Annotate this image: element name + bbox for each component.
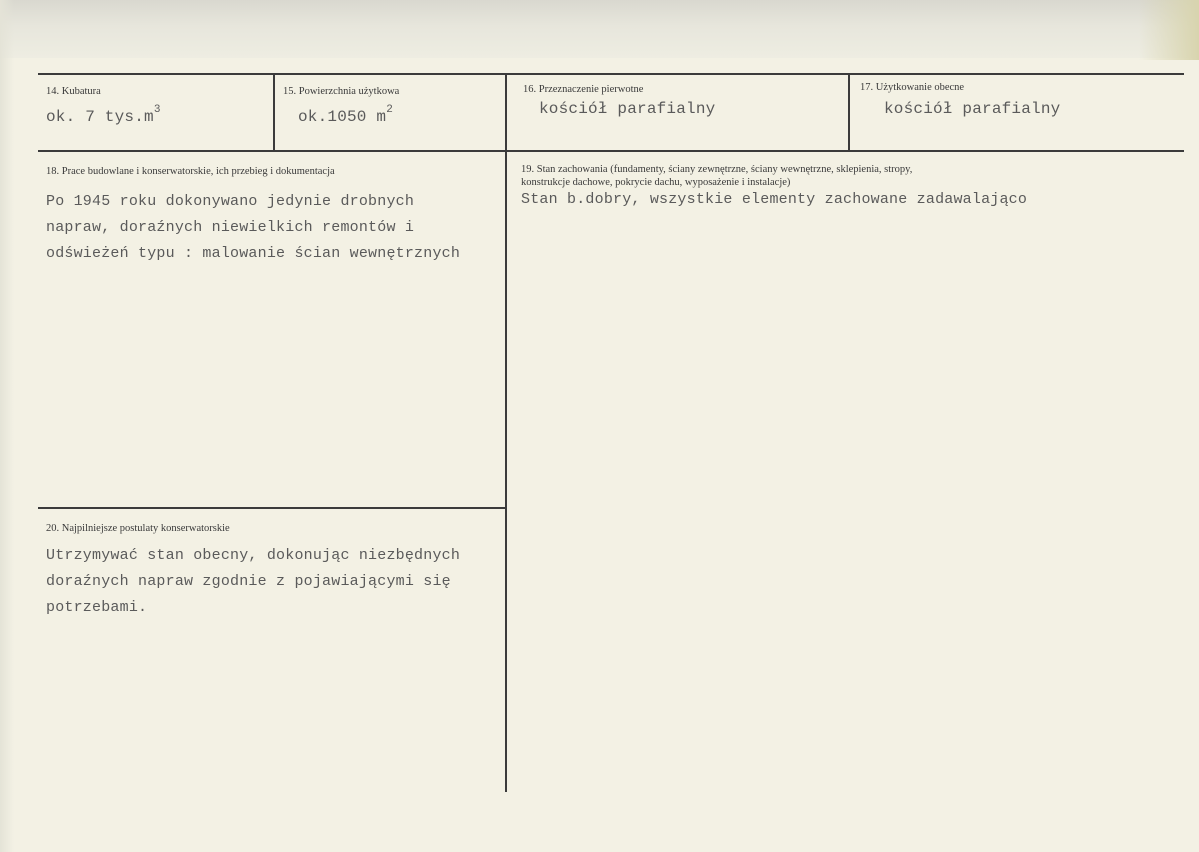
field-15-label: 15. Powierzchnia użytkowa [283, 86, 400, 97]
paper-corner-shadow [1139, 0, 1199, 60]
field-18-label: 18. Prace budowlane i konserwatorskie, ich przebieg i dokumentacja [46, 166, 335, 177]
column-divider-14-15 [273, 75, 275, 150]
field-15-value [298, 104, 393, 126]
field-20-line-3: potrzebami. [46, 599, 148, 616]
field-18-value [46, 189, 460, 267]
field-20-value [46, 543, 460, 621]
field-20-label: 20. Najpilniejsze postulaty konserwatorskie [46, 523, 230, 534]
field-18-line-2: napraw, doraźnych niewielkich remontów i [46, 219, 415, 236]
field-17-label: 17. Użytkowanie obecne [860, 82, 965, 93]
field-16-value: kościół parafialny [539, 100, 716, 118]
field-19-label-line-1: 19. Stan zachowania (fundamenty, ściany zewnętrzne, ściany wewnętrzne, sklepienia, stropy, [521, 164, 913, 175]
field-15-value-text: ok.1050 m [298, 108, 387, 126]
field-19-label [521, 163, 912, 189]
paper-top-edge [0, 0, 1199, 58]
field-16-label: 16. Przeznaczenie pierwotne [523, 84, 644, 95]
field-14-label: 14. Kubatura [46, 86, 101, 97]
field-18-line-3: odświeżeń typu : malowanie ścian wewnętrznych [46, 245, 461, 262]
field-14-value-text: ok. 7 tys.m [46, 108, 154, 126]
field-19-label-line-2: konstrukcje dachowe, pokrycie dachu, wyposażenie i instalacje) [521, 177, 791, 188]
field-20-line-1: Utrzymywać stan obecny, dokonując niezbędnych [46, 547, 461, 564]
field-19-value: Stan b.dobry, wszystkie elementy zachowane zadawalająco [521, 191, 1028, 208]
field-15-value-superscript: 2 [386, 104, 394, 116]
field-17-value: kościół parafialny [884, 100, 1061, 118]
field-18-line-1: Po 1945 roku dokonywano jedynie drobnych [46, 193, 415, 210]
field-14-value [46, 104, 161, 126]
row-divider-1 [38, 150, 1184, 152]
field-20-line-2: doraźnych napraw zgodnie z pojawiającymi się [46, 573, 451, 590]
row-divider-18-20 [38, 507, 505, 509]
field-14-value-superscript: 3 [153, 104, 161, 116]
column-divider-15-16 [505, 75, 507, 150]
column-divider-16-17 [848, 75, 850, 150]
form-top-border [38, 73, 1184, 75]
paper-left-edge [0, 0, 14, 852]
column-divider-main [505, 152, 507, 792]
